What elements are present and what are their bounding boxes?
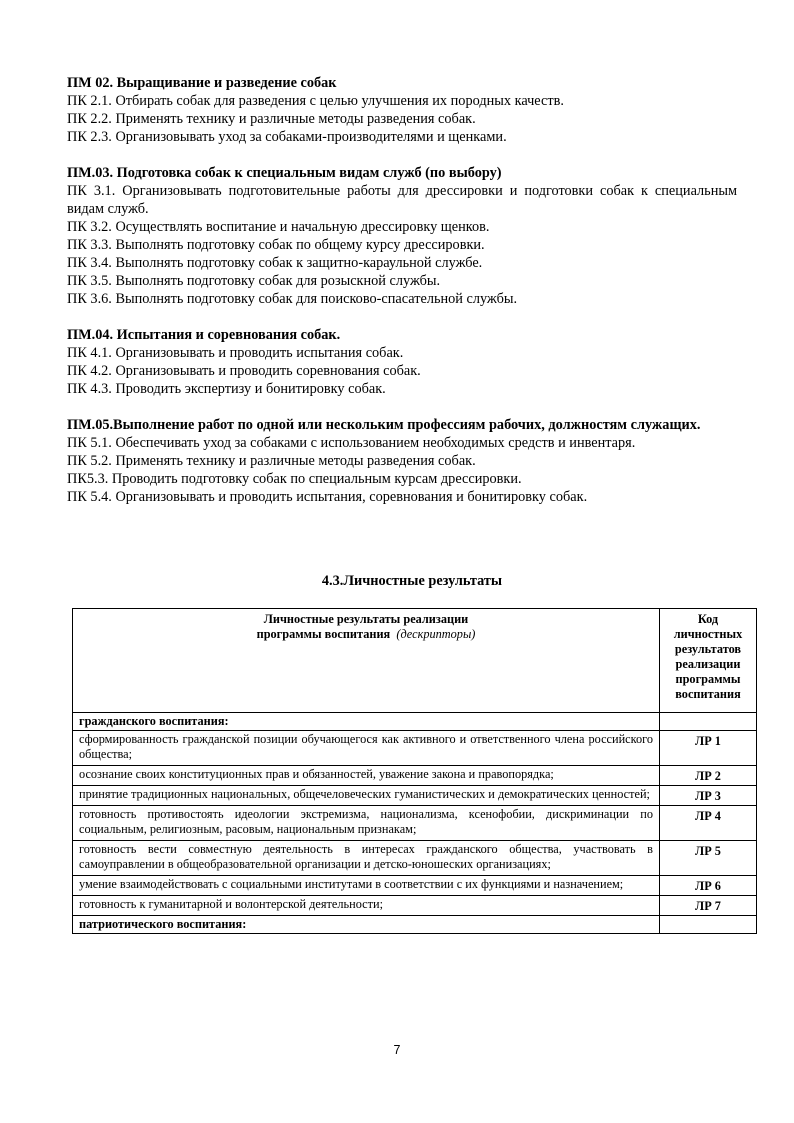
empty-cell	[660, 713, 757, 731]
result-code: ЛР 7	[660, 896, 757, 916]
result-code: ЛР 3	[660, 786, 757, 806]
competency-item: ПК 3.5. Выполнять подготовку собак для розыскной службы.	[67, 273, 441, 289]
table-row	[73, 896, 757, 916]
competency-item: ПК 3.2. Осуществлять воспитание и начальную дрессировку щенков.	[67, 219, 490, 235]
section-pm02	[67, 74, 737, 146]
competency-item: ПК 5.1. Обеспечивать уход за собаками с использованием необходимых средств и инвентаря.	[67, 435, 636, 451]
header-descriptors	[73, 609, 660, 713]
competency-item: ПК 4.3. Проводить экспертизу и бонитировку собак.	[67, 381, 386, 397]
competency-item: ПК 3.6. Выполнять подготовку собак для поисково-спасательной службы.	[67, 291, 518, 307]
category-label: гражданского воспитания:	[73, 713, 660, 731]
header-note: (дескрипторы)	[396, 627, 476, 641]
section-title: ПМ.04. Испытания и соревнования собак.	[67, 327, 341, 343]
header-line	[79, 627, 653, 642]
section-pm05	[67, 416, 737, 506]
result-code: ЛР 1	[660, 731, 757, 766]
competency-item: ПК 2.2. Применять технику и различные методы разведения собак.	[67, 111, 476, 127]
competency-item: ПК 5.2. Применять технику и различные методы разведения собак.	[67, 453, 476, 469]
competency-item: ПК 3.1. Организовывать подготовительные работы для дрессировки и подготовки собак к специальным видам служб.	[67, 183, 737, 217]
section-pm03	[67, 164, 737, 308]
table-row	[73, 731, 757, 766]
category-row	[73, 713, 757, 731]
result-description: принятие традиционных национальных, общечеловеческих гуманистических и демократических ценностей;	[73, 786, 660, 806]
personal-results-table	[72, 608, 757, 934]
competency-item: ПК 3.3. Выполнять подготовку собак по общему курсу дрессировки.	[67, 237, 485, 253]
empty-cell	[660, 916, 757, 934]
table-header-row	[73, 609, 757, 713]
result-code: ЛР 5	[660, 841, 757, 876]
competency-item: ПК 3.4. Выполнять подготовку собак к защитно-караульной службе.	[67, 255, 483, 271]
result-description: готовность вести совместную деятельность в интересах гражданского общества, участвовать в самоуправлении в общеобразовательной организации и детско-юношеских организациях;	[73, 841, 660, 876]
category-row	[73, 916, 757, 934]
result-code: ЛР 4	[660, 806, 757, 841]
table-row	[73, 766, 757, 786]
competency-item: ПК 4.2. Организовывать и проводить соревнования собак.	[67, 363, 421, 379]
competency-item: ПК 4.1. Организовывать и проводить испытания собак.	[67, 345, 404, 361]
result-code: ЛР 6	[660, 876, 757, 896]
header-line-text: программы воспитания	[256, 627, 391, 641]
table-row	[73, 841, 757, 876]
table-title: 4.3.Личностные результаты	[321, 573, 503, 589]
competency-item: ПК5.3. Проводить подготовку собак по специальным курсам дрессировки.	[67, 471, 522, 487]
table-row	[73, 806, 757, 841]
competency-item: ПК 2.3. Организовывать уход за собаками-производителями и щенками.	[67, 129, 507, 145]
section-pm04	[67, 326, 737, 398]
module-sections	[67, 74, 737, 524]
competency-item: ПК 2.1. Отбирать собак для разведения с целью улучшения их породных качеств.	[67, 93, 564, 109]
category-label: патриотического воспитания:	[73, 916, 660, 934]
header-code: Код личностных результатов реализации программы воспитания	[660, 609, 757, 713]
section-title: ПМ.03. Подготовка собак к специальным видам служб (по выбору)	[67, 165, 502, 181]
table-row	[73, 876, 757, 896]
page-number: 7	[393, 1043, 401, 1057]
result-description: осознание своих конституционных прав и обязанностей, уважение закона и правопорядка;	[73, 766, 660, 786]
result-description: готовность к гуманитарной и волонтерской деятельности;	[73, 896, 660, 916]
result-description: готовность противостоять идеологии экстремизма, национализма, ксенофобии, дискриминации по социальным, религиозным, расовым, национальным признакам;	[73, 806, 660, 841]
result-description: сформированность гражданской позиции обучающегося как активного и ответственного члена российского общества;	[73, 731, 660, 766]
result-description: умение взаимодействовать с социальными институтами в соответствии с их функциями и назначением;	[73, 876, 660, 896]
result-code: ЛР 2	[660, 766, 757, 786]
competency-item: ПК 5.4. Организовывать и проводить испытания, соревнования и бонитировку собак.	[67, 489, 588, 505]
table-row	[73, 786, 757, 806]
section-title: ПМ.05.Выполнение работ по одной или нескольким профессиям рабочих, должностям служащих.	[67, 417, 701, 433]
header-line: Личностные результаты реализации	[263, 612, 469, 626]
section-title: ПМ 02. Выращивание и разведение собак	[67, 75, 337, 91]
